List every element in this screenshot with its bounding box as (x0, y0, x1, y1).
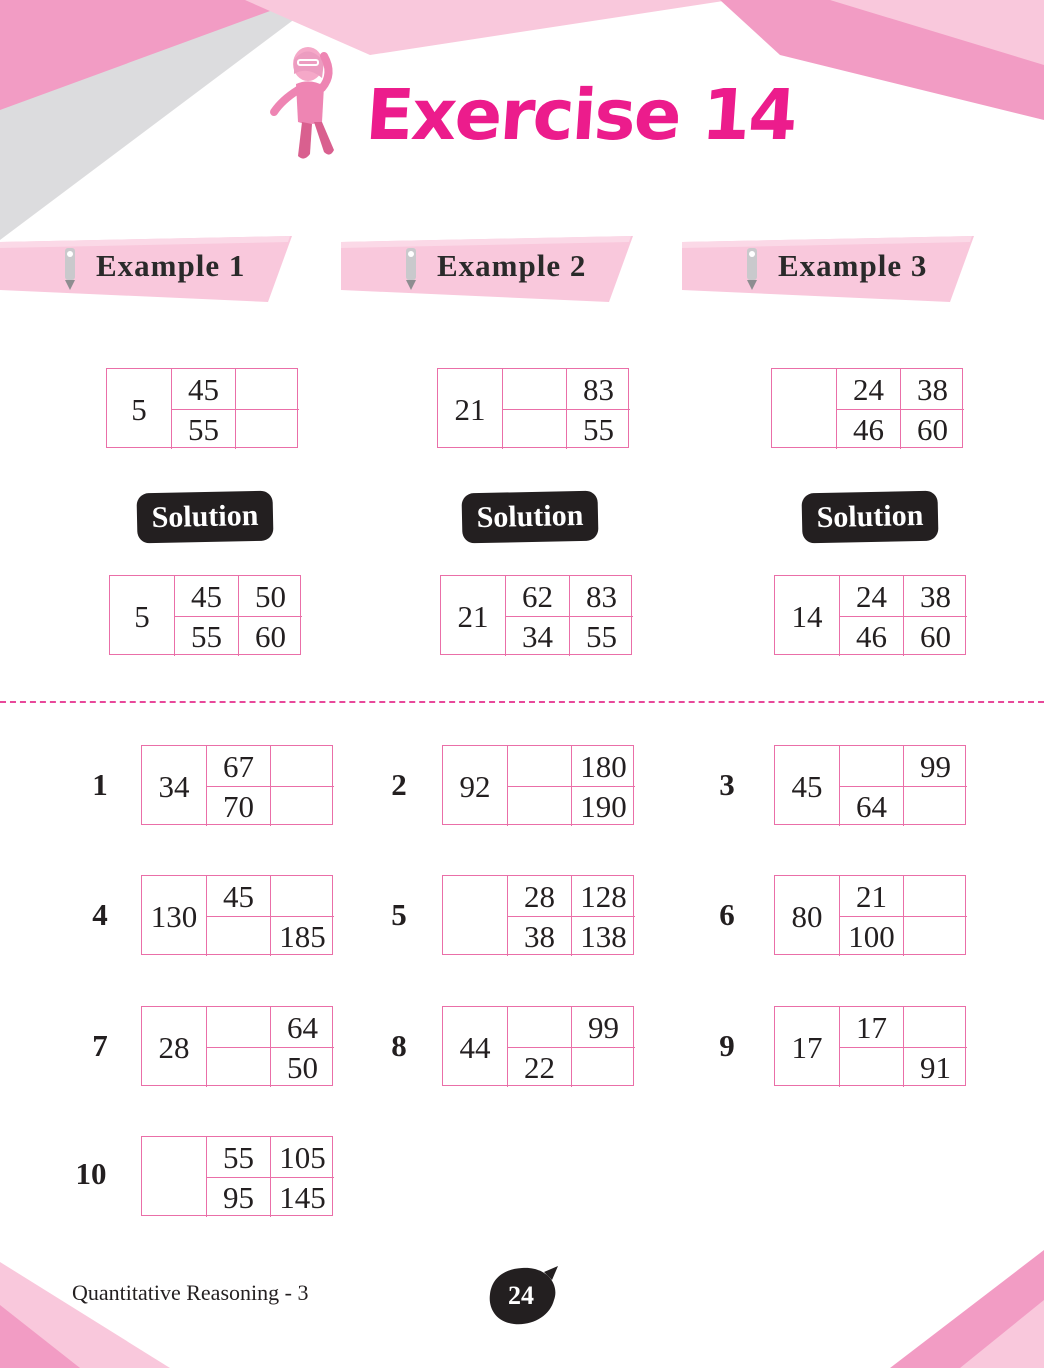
grid-cell (903, 786, 967, 826)
grid-cell: 45 (171, 369, 235, 409)
grid-side-cell: 92 (459, 768, 491, 804)
grid-side-cell: 14 (791, 598, 823, 634)
example-3-solution-badge: Solution (801, 491, 938, 544)
question-2-grid (442, 745, 634, 825)
question-9-grid (774, 1006, 966, 1086)
grid-cell: 55 (174, 616, 238, 656)
grid-cell: 55 (566, 409, 630, 449)
question-number: 5 (391, 897, 407, 932)
grid-side-cell: 17 (791, 1029, 823, 1065)
grid-cell: 99 (571, 1007, 635, 1047)
grid-cell: 46 (839, 616, 903, 656)
grid-cell: 95 (206, 1177, 270, 1217)
grid-cell (206, 1007, 270, 1047)
grid-cell (206, 1047, 270, 1087)
grid-cell: 105 (270, 1137, 334, 1177)
question-number: 8 (391, 1028, 407, 1063)
question-number: 2 (391, 767, 407, 802)
grid-cell (235, 369, 299, 409)
pencil-icon (58, 244, 82, 292)
grid-cell: 138 (571, 916, 635, 956)
grid-cell (270, 876, 334, 916)
question-number: 3 (719, 767, 735, 802)
question-5-grid (442, 875, 634, 955)
grid-cell (507, 746, 571, 786)
grid-cell: 24 (839, 576, 903, 616)
example-1-solution-grid (109, 575, 301, 655)
grid-cell: 190 (571, 786, 635, 826)
question-number: 6 (719, 897, 735, 932)
section-divider (0, 701, 1044, 703)
grid-cell: 46 (836, 409, 900, 449)
example-3-label: Example 3 (778, 248, 928, 283)
grid-side-cell (142, 1137, 206, 1217)
grid-cell: 99 (903, 746, 967, 786)
example-2-problem-grid (437, 368, 629, 448)
grid-cell: 145 (270, 1177, 334, 1217)
grid-side-cell: 21 (454, 391, 486, 427)
grid-cell: 17 (839, 1007, 903, 1047)
grid-cell (270, 786, 334, 826)
grid-cell (502, 409, 566, 449)
grid-cell (903, 876, 967, 916)
grid-cell: 22 (507, 1047, 571, 1087)
question-number: 9 (719, 1028, 735, 1063)
grid-side-cell: 45 (791, 768, 823, 804)
grid-cell: 55 (206, 1137, 270, 1177)
example-2-label: Example 2 (437, 248, 587, 283)
grid-cell (571, 1047, 635, 1087)
grid-cell: 38 (900, 369, 964, 409)
question-1-grid (141, 745, 333, 825)
grid-cell: 50 (238, 576, 302, 616)
example-1-label: Example 1 (96, 248, 246, 283)
grid-cell (235, 409, 299, 449)
book-title: Quantitative Reasoning - 3 (72, 1280, 309, 1305)
grid-cell: 185 (270, 916, 334, 956)
grid-cell: 55 (171, 409, 235, 449)
grid-cell (206, 916, 270, 956)
grid-cell: 45 (206, 876, 270, 916)
question-8-grid (442, 1006, 634, 1086)
grid-cell: 60 (900, 409, 964, 449)
grid-cell (507, 1007, 571, 1047)
example-1-solution-badge: Solution (136, 491, 273, 544)
grid-cell (507, 786, 571, 826)
grid-side-cell: 21 (457, 598, 489, 634)
grid-cell: 91 (903, 1047, 967, 1087)
example-3-banner (682, 236, 974, 302)
example-2-solution-grid (440, 575, 632, 655)
grid-side-cell: 5 (131, 391, 147, 427)
grid-cell: 180 (571, 746, 635, 786)
grid-cell: 21 (839, 876, 903, 916)
grid-cell: 24 (836, 369, 900, 409)
example-1-banner (0, 236, 292, 302)
question-4-grid (141, 875, 333, 955)
grid-side-cell: 44 (459, 1029, 491, 1065)
grid-side-cell: 5 (134, 598, 150, 634)
example-1-problem-grid (106, 368, 298, 448)
grid-cell: 64 (270, 1007, 334, 1047)
grid-cell (903, 916, 967, 956)
question-7-grid (141, 1006, 333, 1086)
grid-cell: 100 (839, 916, 903, 956)
example-2-solution-badge: Solution (461, 491, 598, 544)
grid-cell: 83 (566, 369, 630, 409)
grid-cell: 60 (238, 616, 302, 656)
example-3-solution-grid (774, 575, 966, 655)
grid-cell (839, 746, 903, 786)
grid-side-cell: 80 (791, 898, 823, 934)
question-3-grid (774, 745, 966, 825)
grid-cell: 38 (507, 916, 571, 956)
grid-cell: 28 (507, 876, 571, 916)
grid-cell (270, 746, 334, 786)
girl-mascot-illustration (268, 44, 342, 168)
example-3-problem-grid (771, 368, 963, 448)
question-10-grid (141, 1136, 333, 1216)
page-number: 24 (508, 1281, 534, 1310)
grid-side-cell (772, 369, 836, 449)
pencil-icon (399, 244, 423, 292)
grid-side-cell: 130 (150, 898, 198, 934)
example-2-banner (341, 236, 633, 302)
grid-cell: 50 (270, 1047, 334, 1087)
grid-cell: 67 (206, 746, 270, 786)
question-6-grid (774, 875, 966, 955)
grid-cell: 128 (571, 876, 635, 916)
grid-cell: 64 (839, 786, 903, 826)
grid-side-cell (443, 876, 507, 956)
grid-cell (903, 1007, 967, 1047)
question-number: 7 (92, 1028, 108, 1063)
grid-side-cell: 34 (158, 768, 190, 804)
grid-cell: 38 (903, 576, 967, 616)
question-number: 4 (92, 897, 108, 932)
pencil-icon (740, 244, 764, 292)
question-number: 1 (92, 767, 108, 802)
grid-cell: 45 (174, 576, 238, 616)
page-number-badge (486, 1264, 560, 1328)
grid-cell: 83 (569, 576, 633, 616)
grid-cell (839, 1047, 903, 1087)
grid-cell: 62 (505, 576, 569, 616)
grid-cell (502, 369, 566, 409)
grid-cell: 55 (569, 616, 633, 656)
grid-cell: 70 (206, 786, 270, 826)
exercise-title: Exercise 14 (363, 74, 799, 156)
grid-cell: 34 (505, 616, 569, 656)
grid-cell: 60 (903, 616, 967, 656)
question-number: 10 (75, 1156, 107, 1191)
grid-side-cell: 28 (158, 1029, 190, 1065)
